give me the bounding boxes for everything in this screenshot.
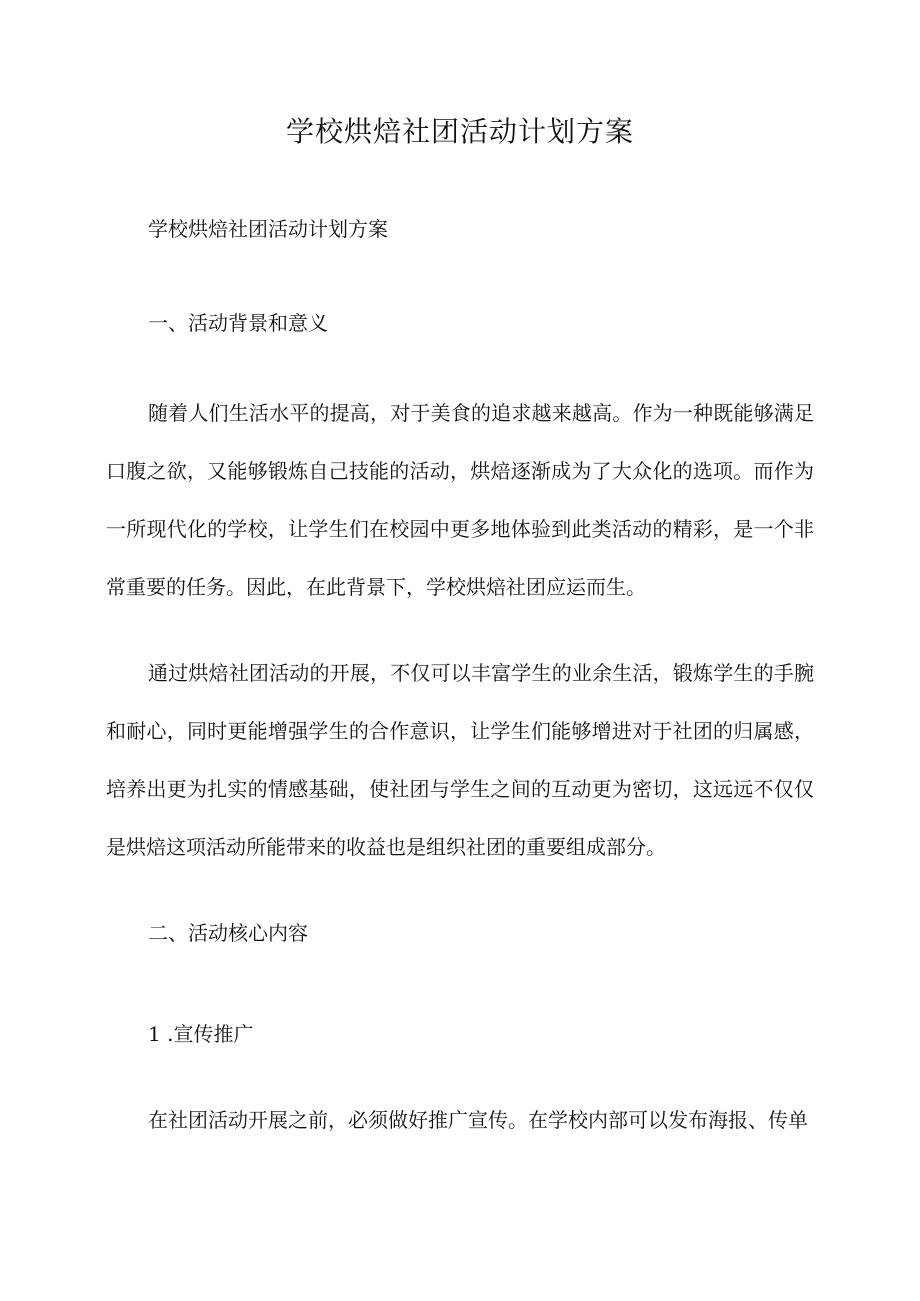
section-heading-background: 一、活动背景和意义 (148, 311, 328, 335)
document-subtitle: 学校烘焙社团活动计划方案 (148, 217, 388, 241)
paragraph-promotion: 在社团活动开展之前，必须做好推广宣传。在学校内部可以发布海报、传单 (148, 1108, 808, 1132)
subsection-heading-promotion: 1 .宣传推广 (148, 1022, 254, 1046)
document-title: 学校烘焙社团活动计划方案 (285, 115, 634, 148)
paragraph-background: 随着人们生活水平的提高，对于美食的追求越来越高。作为一种既能够满足口腹之欲，又能够锻炼自己技能的活动，烘焙逐渐成为了大众化的选项。而作为一所现代化的学校，让学生们在校园中更多地体验到此类活动的精彩，是一个非常重要的任务。因此，在此背景下，学校烘焙社团应运而生。 (106, 401, 814, 599)
paragraph-significance: 通过烘焙社团活动的开展，不仅可以丰富学生的业余生活，锻炼学生的手腕和耐心，同时更能增强学生的合作意识，让学生们能够增进对于社团的归属感，培养出更为扎实的情感基础，使社团与学生之间的互动更为密切，这远远不仅仅是烘焙这项活动所能带来的收益也是组织社团的重要组成部分。 (106, 661, 814, 859)
section-heading-core-content: 二、活动核心内容 (148, 921, 308, 945)
